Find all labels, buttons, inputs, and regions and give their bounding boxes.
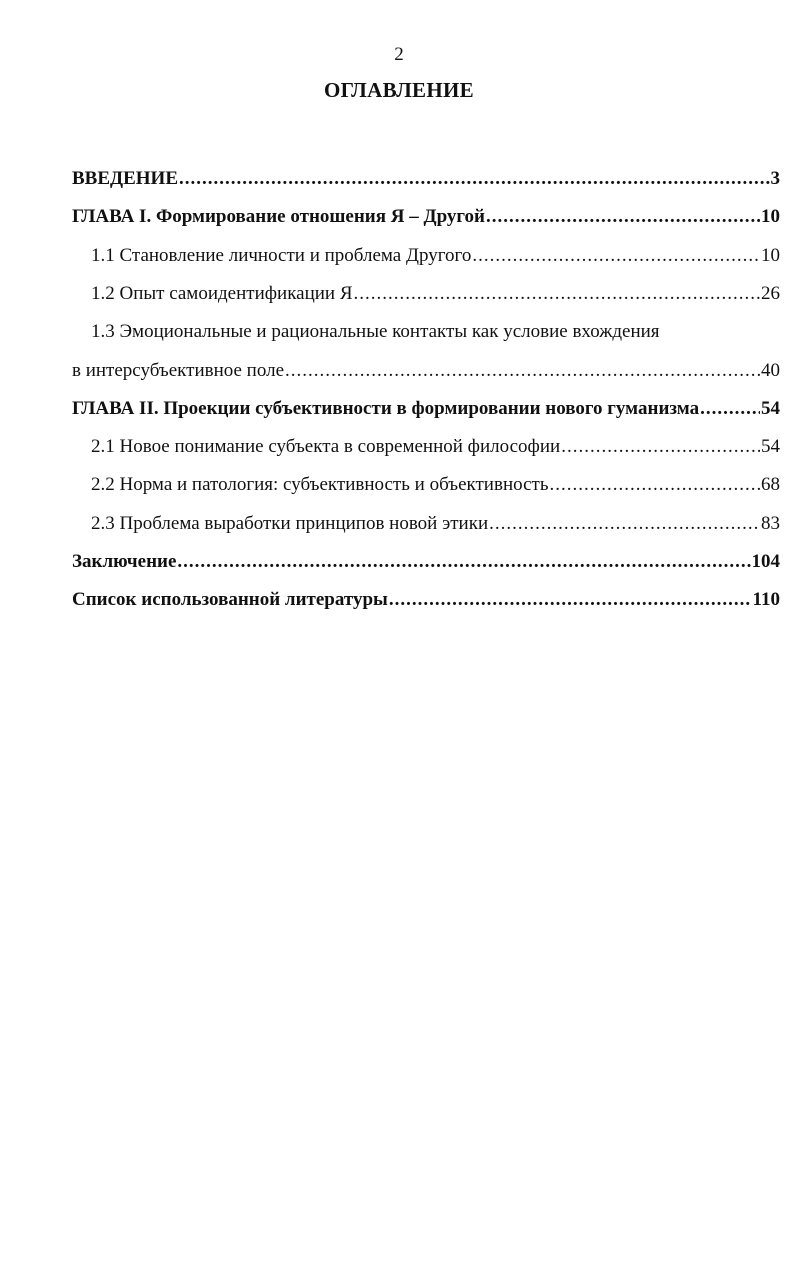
dot-leader: [389, 589, 752, 611]
toc-entry-page: 3: [770, 168, 780, 189]
dot-leader: [472, 245, 760, 267]
toc-entry-text: 1.3 Эмоциональные и рациональные контакты как условие вхождения: [91, 321, 660, 342]
dot-leader: [285, 360, 760, 382]
toc-entry-text: в интерсубъективное поле: [72, 360, 285, 381]
dot-leader: [177, 551, 750, 573]
toc-entry-page: 54: [761, 436, 780, 457]
dot-leader: [179, 168, 770, 190]
toc-entry-text: 1.1 Становление личности и проблема Другого: [91, 245, 472, 266]
dot-leader: [354, 283, 760, 305]
toc-entry-page: 104: [751, 551, 780, 572]
toc-entry-section-2-1[interactable]: [91, 436, 780, 474]
toc-entry-page: 40: [761, 360, 780, 381]
toc-entry-text: ГЛАВА I. Формирование отношения Я – Другой: [72, 206, 485, 227]
toc-entry-section-2-3[interactable]: [91, 513, 780, 551]
toc-entry-section-1-3-line1[interactable]: [91, 321, 780, 359]
toc-entry-page: 26: [761, 283, 780, 304]
toc-entry-page: 10: [761, 245, 780, 266]
toc-entry-page: 10: [761, 206, 780, 227]
toc-entry-page: 68: [761, 474, 780, 495]
toc-entry-text: ГЛАВА II. Проекции субъективности в формировании нового гуманизма: [72, 398, 700, 419]
toc-entry-text: 2.3 Проблема выработки принципов новой этики: [91, 513, 489, 534]
toc-entry-references[interactable]: [72, 589, 780, 627]
toc-entry-text: 2.1 Новое понимание субъекта в современной философии: [91, 436, 561, 457]
toc-entry-conclusion[interactable]: [72, 551, 780, 589]
dot-leader: [549, 474, 760, 496]
toc-entry-section-1-3-line2[interactable]: [72, 360, 780, 398]
dot-leader: [700, 398, 760, 420]
toc-entry-section-2-2[interactable]: [91, 474, 780, 512]
dot-leader: [486, 206, 760, 228]
toc-entry-section-1-1[interactable]: [91, 245, 780, 283]
toc-entry-chapter-1[interactable]: [72, 206, 780, 244]
toc-entry-text: 1.2 Опыт самоидентификации Я: [91, 283, 353, 304]
toc-entry-page: 110: [752, 589, 780, 610]
toc-entry-chapter-2[interactable]: [72, 398, 780, 436]
toc-entry-text: Список использованной литературы: [72, 589, 388, 610]
toc-entry-section-1-2[interactable]: [91, 283, 780, 321]
dot-leader: [489, 513, 760, 535]
toc-entry-text: 2.2 Норма и патология: субъективность и объективность: [91, 474, 549, 495]
dot-leader: [561, 436, 760, 458]
page-number: 2: [394, 44, 404, 65]
toc-entry-intro[interactable]: [72, 168, 780, 206]
toc-entry-page: 54: [761, 398, 780, 419]
toc-entry-text: Заключение: [72, 551, 177, 572]
toc-entry-text: ВВЕДЕНИЕ: [72, 168, 178, 189]
toc-title: ОГЛАВЛЕНИЕ: [324, 78, 474, 102]
toc-entry-page: 83: [761, 513, 780, 534]
